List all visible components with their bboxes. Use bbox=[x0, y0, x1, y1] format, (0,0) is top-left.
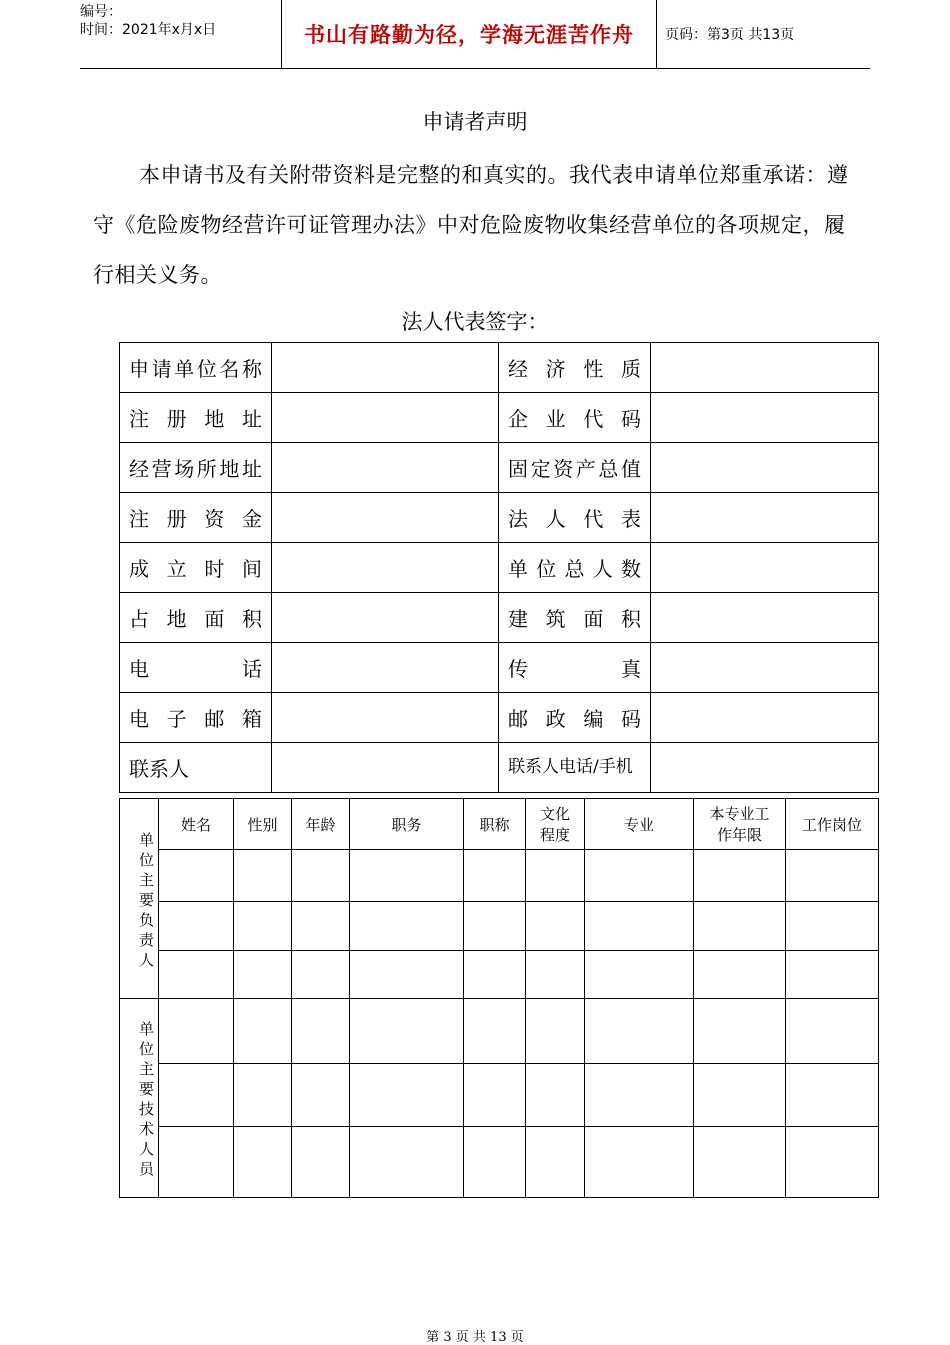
field-label: 注册资金 bbox=[120, 493, 272, 543]
cell[interactable] bbox=[526, 850, 585, 902]
cell[interactable] bbox=[350, 850, 464, 902]
cell[interactable] bbox=[786, 999, 879, 1064]
field-label: 申请单位名称 bbox=[120, 343, 272, 393]
cell[interactable] bbox=[350, 1064, 464, 1127]
cell[interactable] bbox=[292, 1064, 350, 1127]
cell[interactable] bbox=[526, 1127, 585, 1198]
cell[interactable] bbox=[234, 902, 292, 951]
field-label: 建筑面积 bbox=[499, 593, 651, 643]
cell[interactable] bbox=[159, 902, 234, 951]
column-header: 职称 bbox=[464, 799, 526, 850]
cell[interactable] bbox=[694, 999, 786, 1064]
declaration-text: 本申请书及有关附带资料是完整的和真实的。我代表申请单位郑重承诺：遵守《危险废物经营许可证管理办法》中对危险废物收集经营单位的各项规定，履行相关义务。 bbox=[93, 163, 849, 287]
column-header: 年龄 bbox=[292, 799, 350, 850]
field-label: 经营场所地址 bbox=[120, 443, 272, 493]
header-page-info: 页码：第3页 共13页 bbox=[665, 27, 795, 43]
field-label: 成立时间 bbox=[120, 543, 272, 593]
cell[interactable] bbox=[234, 999, 292, 1064]
field-value[interactable] bbox=[272, 393, 499, 443]
group-label-text: 单位主要技术人员 bbox=[137, 1021, 155, 1181]
cell[interactable] bbox=[786, 902, 879, 951]
field-label: 企业代码 bbox=[499, 393, 651, 443]
group-label-leaders bbox=[120, 799, 159, 999]
cell[interactable] bbox=[159, 1127, 234, 1198]
applicant-info-table bbox=[119, 342, 879, 793]
table-row bbox=[120, 951, 879, 999]
table-row bbox=[120, 693, 879, 743]
table-row bbox=[120, 999, 879, 1064]
cell[interactable] bbox=[292, 951, 350, 999]
cell[interactable] bbox=[464, 951, 526, 999]
cell[interactable] bbox=[464, 999, 526, 1064]
field-value[interactable] bbox=[651, 393, 879, 443]
column-header: 文化程度 bbox=[526, 799, 585, 850]
cell[interactable] bbox=[694, 1127, 786, 1198]
cell[interactable] bbox=[292, 850, 350, 902]
cell[interactable] bbox=[526, 999, 585, 1064]
page-title: 申请者声明 bbox=[422, 110, 528, 134]
field-value[interactable] bbox=[272, 643, 499, 693]
group-label-tech bbox=[120, 999, 159, 1198]
cell[interactable] bbox=[234, 1127, 292, 1198]
table-row bbox=[120, 743, 879, 793]
cell[interactable] bbox=[585, 902, 694, 951]
declaration-paragraph bbox=[93, 150, 863, 300]
signature-label: 法人代表签字： bbox=[401, 310, 549, 334]
field-value[interactable] bbox=[651, 343, 879, 393]
cell[interactable] bbox=[786, 951, 879, 999]
field-label: 注册地址 bbox=[120, 393, 272, 443]
field-value[interactable] bbox=[272, 543, 499, 593]
header-meta bbox=[80, 0, 280, 68]
cell[interactable] bbox=[585, 850, 694, 902]
cell[interactable] bbox=[526, 1064, 585, 1127]
cell[interactable] bbox=[585, 1064, 694, 1127]
cell[interactable] bbox=[350, 951, 464, 999]
table-row bbox=[120, 850, 879, 902]
number-label: 编号： bbox=[80, 4, 122, 20]
cell[interactable] bbox=[350, 999, 464, 1064]
field-value[interactable] bbox=[651, 493, 879, 543]
field-label: 固定资产总值 bbox=[499, 443, 651, 493]
field-value[interactable] bbox=[651, 593, 879, 643]
cell[interactable] bbox=[464, 1064, 526, 1127]
field-value[interactable] bbox=[272, 743, 499, 793]
cell[interactable] bbox=[292, 999, 350, 1064]
field-value[interactable] bbox=[651, 693, 879, 743]
cell[interactable] bbox=[234, 850, 292, 902]
cell[interactable] bbox=[526, 951, 585, 999]
field-label: 联系人电话/手机 bbox=[499, 743, 651, 793]
field-value[interactable] bbox=[272, 443, 499, 493]
cell[interactable] bbox=[585, 999, 694, 1064]
table-row bbox=[120, 493, 879, 543]
field-label: 单位总人数 bbox=[499, 543, 651, 593]
cell[interactable] bbox=[786, 1064, 879, 1127]
cell[interactable] bbox=[786, 850, 879, 902]
cell[interactable] bbox=[526, 902, 585, 951]
table-row bbox=[120, 1064, 879, 1127]
table-row bbox=[120, 443, 879, 493]
table-row bbox=[120, 1127, 879, 1198]
cell[interactable] bbox=[694, 850, 786, 902]
cell[interactable] bbox=[464, 902, 526, 951]
cell[interactable] bbox=[585, 951, 694, 999]
cell[interactable] bbox=[464, 850, 526, 902]
time-label: 时间：2021年x月x日 bbox=[80, 22, 217, 38]
field-value[interactable] bbox=[651, 543, 879, 593]
table-row bbox=[120, 643, 879, 693]
field-value[interactable] bbox=[272, 343, 499, 393]
cell[interactable] bbox=[694, 902, 786, 951]
cell[interactable] bbox=[786, 1127, 879, 1198]
field-value[interactable] bbox=[651, 643, 879, 693]
staff-table bbox=[119, 798, 879, 1198]
group-label-text: 单位主要负责人 bbox=[137, 831, 155, 972]
field-label: 法人代表 bbox=[499, 493, 651, 543]
field-value[interactable] bbox=[272, 593, 499, 643]
field-label: 占地面积 bbox=[120, 593, 272, 643]
cell[interactable] bbox=[292, 902, 350, 951]
field-label: 邮政编码 bbox=[499, 693, 651, 743]
cell[interactable] bbox=[159, 850, 234, 902]
cell[interactable] bbox=[159, 1064, 234, 1127]
column-header: 姓名 bbox=[159, 799, 234, 850]
staff-header-row bbox=[120, 799, 879, 850]
cell[interactable] bbox=[464, 1127, 526, 1198]
field-label: 电子邮箱 bbox=[120, 693, 272, 743]
field-value[interactable] bbox=[651, 443, 879, 493]
field-value[interactable] bbox=[272, 493, 499, 543]
field-value[interactable] bbox=[651, 743, 879, 793]
field-value[interactable] bbox=[272, 693, 499, 743]
page-header bbox=[80, 0, 870, 69]
field-label: 电话 bbox=[120, 643, 272, 693]
column-header: 工作岗位 bbox=[786, 799, 879, 850]
field-label: 经济性质 bbox=[499, 343, 651, 393]
cell[interactable] bbox=[694, 1064, 786, 1127]
cell[interactable] bbox=[234, 951, 292, 999]
cell[interactable] bbox=[694, 951, 786, 999]
column-header: 本专业工作年限 bbox=[694, 799, 786, 850]
column-header: 性别 bbox=[234, 799, 292, 850]
table-row bbox=[120, 593, 879, 643]
field-label: 传真 bbox=[499, 643, 651, 693]
field-label: 联系人 bbox=[120, 743, 272, 793]
table-row bbox=[120, 543, 879, 593]
page-footer: 第 3 页 共 13 页 bbox=[426, 1330, 524, 1345]
cell[interactable] bbox=[159, 951, 234, 999]
cell[interactable] bbox=[292, 1127, 350, 1198]
cell[interactable] bbox=[159, 999, 234, 1064]
cell[interactable] bbox=[585, 1127, 694, 1198]
column-header: 职务 bbox=[350, 799, 464, 850]
table-row bbox=[120, 902, 879, 951]
table-row bbox=[120, 343, 879, 393]
cell[interactable] bbox=[350, 902, 464, 951]
header-motto: 书山有路勤为径，学海无涯苦作舟 bbox=[281, 0, 657, 68]
cell[interactable] bbox=[350, 1127, 464, 1198]
column-header: 专业 bbox=[585, 799, 694, 850]
cell[interactable] bbox=[234, 1064, 292, 1127]
table-row bbox=[120, 393, 879, 443]
